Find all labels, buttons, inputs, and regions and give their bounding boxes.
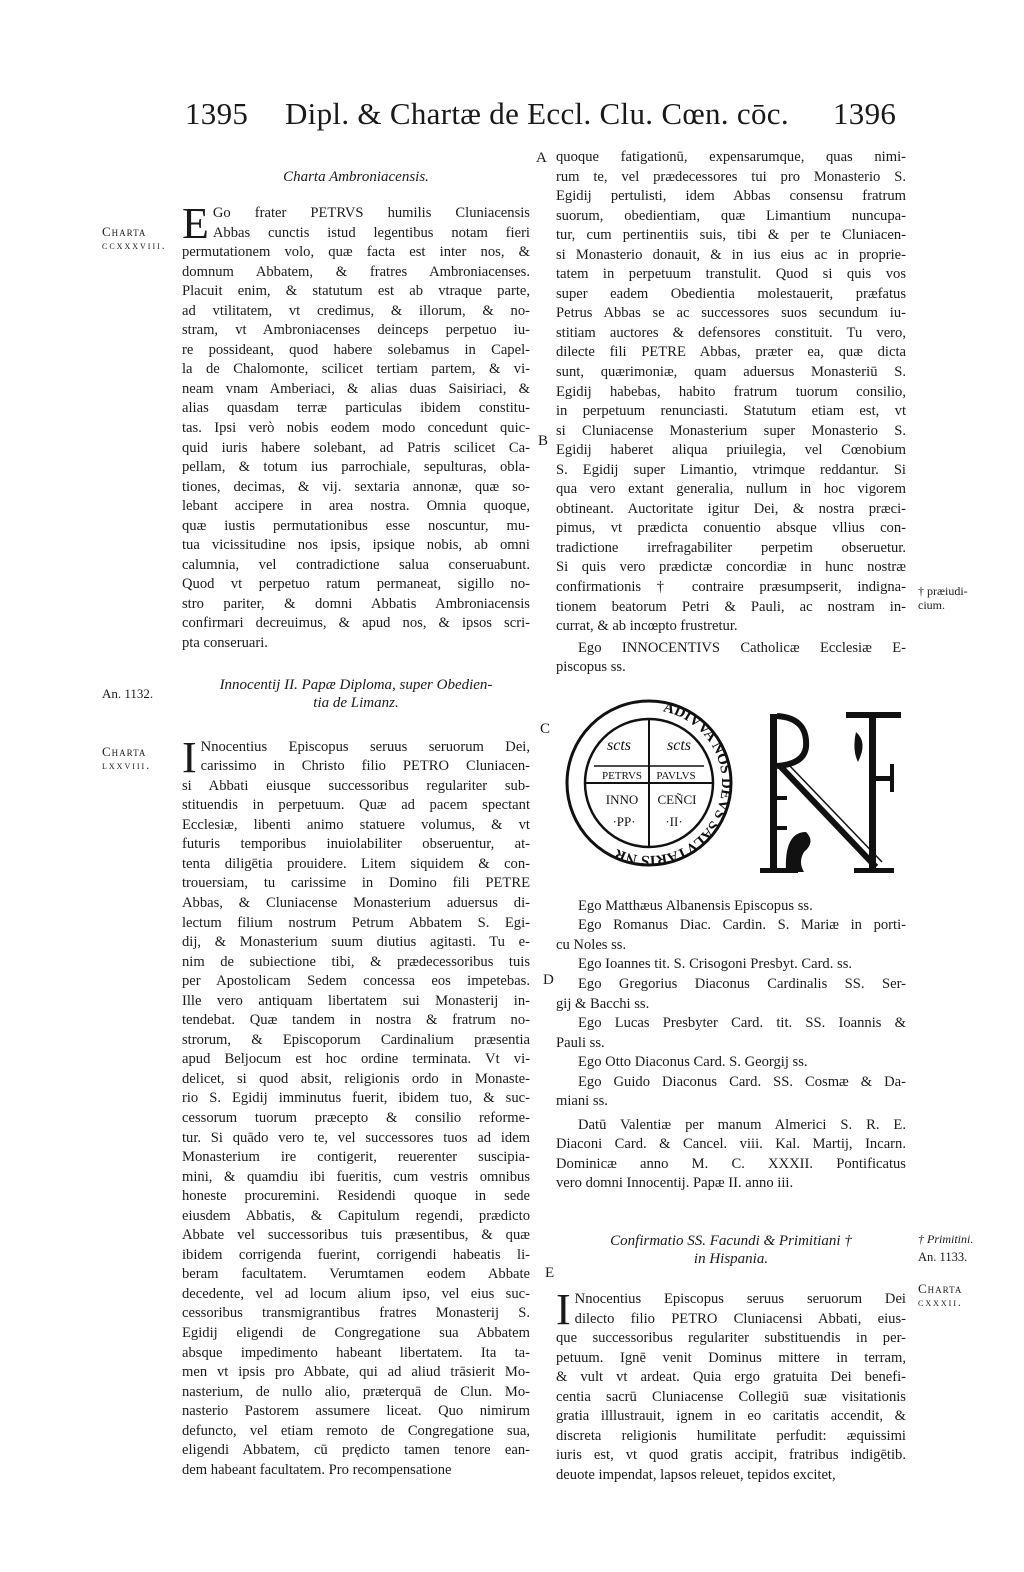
- text-line: in perpetuum renunciasti. Statutum etiam est, vt: [556, 403, 906, 420]
- text-line: beram facultatem. Verumtamen eodem Abbate: [182, 1266, 530, 1283]
- drop-cap: I: [182, 732, 197, 782]
- text-line: men vt ipsis pro Abbate, qui ad aliud trāsierit Mo-: [182, 1364, 530, 1381]
- charta-label: Charta: [918, 1281, 963, 1296]
- text-line: Monasterium ire contigerit, reuerenter suscipia-: [182, 1149, 530, 1166]
- text-line: Ego Ioannes tit. S. Crisogoni Presbyt. Card. ss.: [578, 956, 853, 973]
- text-line: eiusdem Abbatis, & Capitulum regendi, prædicto: [182, 1207, 530, 1224]
- text-line: suorum, obedientiam, quæ Limantium nuncupa-: [556, 207, 906, 224]
- seal-q6: CEÑCI: [657, 791, 697, 807]
- text-line: vero domni Innocentij. Papæ II. anno iii.: [556, 1175, 794, 1192]
- charter-title: Charta Ambroniacensis.: [283, 169, 429, 185]
- text-line: Ego Guido Diaconus Card. SS. Cosmæ & Da-: [578, 1073, 906, 1090]
- margin-year-1133: An. 1133.: [918, 1250, 968, 1264]
- title-line: in Hispania.: [693, 1250, 769, 1267]
- text-line: tas. Ipsi verò nobis eodem modo concedunt quic-: [182, 420, 530, 437]
- text-line: Ego Romanus Diac. Cardin. S. Mariæ in porti-: [578, 917, 906, 934]
- text-line: trouersiam, tu carissime in Domino fili PETRE: [182, 875, 530, 892]
- seal-q2: scts: [667, 736, 691, 754]
- text-line: tatem in perpetuum transtulit. Quod si quis vos: [556, 266, 906, 283]
- margin-charta-238: [102, 225, 167, 253]
- seal-q5: INNO: [605, 791, 639, 807]
- text-line: tionem beatorum Petri & Pauli, ac nostram in-: [556, 598, 906, 615]
- drop-cap: I: [556, 1284, 571, 1334]
- text-line: cessoribus transmigrantibus fratres Monasterij S.: [182, 1305, 530, 1322]
- text-line: dij, & Monasterium suum diutius agitasti. Tu e-: [182, 934, 530, 951]
- page-number-right: 1396: [833, 96, 897, 131]
- text-line: calumnia, vel contradictione salua conseruabunt.: [182, 556, 530, 573]
- text-line: decedente, vel ad locum alium ipso, vel eius suc-: [182, 1285, 530, 1302]
- text-line: tendebat. Quæ tandem in nostra & fratrum no-: [182, 1012, 530, 1029]
- text-line: Datū Valentiæ per manum Almerici S. R. E.: [578, 1116, 906, 1133]
- seal-q7: ·PP·: [612, 813, 636, 829]
- text-line: iuris est, vt quod gratis accipit, fratribus indigētib.: [556, 1447, 906, 1464]
- section-letter-c: C: [540, 721, 551, 737]
- title-line: Confirmatio SS. Facundi & Primitiani †: [610, 1232, 852, 1249]
- text-line: miani ss.: [556, 1093, 608, 1110]
- text-line: Ego Gregorius Diaconus Cardinalis SS. Ser-: [578, 975, 906, 992]
- text-line: per Apostolicam Sedem concessa eos impetebas.: [182, 973, 530, 990]
- charta-number: ccxxxviii.: [102, 240, 167, 252]
- text-line: strorum, & Episcoporum Cardinalium præsentia: [182, 1031, 530, 1048]
- charter-facundi-primitiani: [556, 1284, 906, 1485]
- charta-label: Charta: [102, 224, 147, 239]
- running-title: Dipl. & Chartæ de Eccl. Clu. Cœn. cōc.: [285, 96, 789, 131]
- section-letter-a: A: [536, 150, 547, 166]
- text-line: futuris temporibus inuiolabiliter obseruentur, at-: [182, 836, 530, 853]
- text-line: Ille vero antiquam libertatem sui Monasterij in-: [182, 992, 530, 1009]
- seal-q4: PAVLVS: [656, 769, 696, 782]
- text-line: lectum filium nostrum Petrum Abbatem S. Egi-: [182, 914, 530, 931]
- text-line: pellam, & totum ius parrochiale, sepulturas, obla-: [182, 459, 530, 476]
- text-line: petuum. Ignē venit Dominus mittere in terram,: [556, 1349, 906, 1366]
- charta-number: cxxxii.: [918, 1297, 963, 1309]
- text-line: stituendis in perpetuum. Quæ ad pacem spectant: [182, 797, 530, 814]
- text-line: si Monasterio donauit, & in ius eius ac in proprie-: [556, 246, 906, 263]
- charter-title: [182, 676, 530, 712]
- text-line: qua vero extant generalia, nullum in hoc vigorem: [556, 481, 906, 498]
- text-line: rio S. Egidij imminutus fuerit, ibidem tuo, & suc-: [182, 1090, 530, 1107]
- text-line: rum te, vel prædecessores tui pro Monasterio S.: [556, 168, 906, 185]
- text-line: Nnocentius Episcopus seruus seruorum Dei,: [200, 738, 530, 755]
- seal-q1: scts: [607, 736, 631, 754]
- text-line: Si quis vero prædictæ concordiæ in hunc nostræ: [556, 559, 906, 576]
- text-line: pimus, vt prædicta conuentio absque vllius con-: [556, 520, 906, 537]
- margin-primitiani: † Primitini.: [918, 1232, 974, 1246]
- text-line: cessorum tuorum præcepto & consilio reforme-: [182, 1109, 530, 1126]
- text-line: S. Egidij super Limantio, vtrimque reddantur. Si: [556, 461, 906, 478]
- text-line: tur, cum pertinentiis suis, tibi & per te Cluniacen-: [556, 227, 906, 244]
- text-line: honeste procuremini. Residendi quoque in sede: [182, 1188, 530, 1205]
- text-line: tua vicissitudine nos ipsis, ipsique nobis, ab omni: [182, 537, 530, 554]
- note-line: cium.: [918, 598, 945, 612]
- text-line: currat, & ab incœpto frustretur.: [556, 618, 738, 635]
- text-line: mini, & quamdiu ibi fueritis, cum vestris omnibus: [182, 1168, 530, 1185]
- text-line: neam vnam Amberiaci, & alias duas Saisiriaci, &: [182, 380, 530, 397]
- text-line: Petrus Abbas se ac successores suos secundum iu-: [556, 305, 906, 322]
- text-line: defuncto, vel etiam remoto de Congregatione sua,: [182, 1422, 530, 1439]
- text-line: que successoribus regulariter substituendis in per-: [556, 1330, 906, 1347]
- text-line: tradictione irrefragabiliter perpetim obseruetur.: [556, 539, 906, 556]
- left-column: [182, 168, 530, 1480]
- seal-q3: PETRVS: [601, 769, 643, 782]
- text-line: re possideant, quod habere solebamus in Capel-: [182, 341, 530, 358]
- section-letter-d: D: [543, 972, 554, 988]
- text-line: permutationem volo, quæ facta est inter nos, &: [182, 244, 530, 261]
- text-line: Ego Otto Diaconus Card. S. Georgij ss.: [578, 1054, 808, 1071]
- text-line: tenta diligētia prouidere. Litem siquidem & con-: [182, 855, 530, 872]
- right-column: [556, 148, 906, 1485]
- dating-clause: [556, 1116, 906, 1194]
- text-line: Egidij habebas, habito fratrum tuorum consilio,: [556, 383, 906, 400]
- text-line: quoque fatigationū, expensarumque, quas nimi-: [556, 149, 906, 165]
- text-line: si Abbati eiusque successoribus regulariter sub-: [182, 777, 530, 794]
- text-line: Dominicæ anno M. C. XXXII. Pontificatus: [556, 1155, 906, 1172]
- text-line: alias quasdam terræ particulas ibidem constitu-: [182, 400, 530, 417]
- text-line: pta conseruari.: [182, 635, 268, 652]
- text-line: eligendi Abbatem, cū prędicto tamen tenore ean-: [182, 1442, 530, 1459]
- title-line: tia de Limanz.: [313, 694, 399, 711]
- text-line: nasterium, de nullo alio, præterquā de Clun. Mo-: [182, 1383, 530, 1400]
- papal-rota-and-benevalete: [556, 692, 906, 897]
- text-line: stro pariter, & domni Abbatis Ambroniacensis: [182, 595, 530, 612]
- text-line: nasterio Pastorem assumere liceat. Quo nimirum: [182, 1403, 530, 1420]
- page-number-left: 1395: [185, 96, 249, 131]
- text-line: Quod vt perpetuo ratum permaneat, sigillo no-: [182, 576, 530, 593]
- papal-rota-seal: [564, 698, 734, 868]
- text-line: lebant accipere in area nostra. Omnia quoque,: [182, 498, 530, 515]
- text-line: domnum Abbatem, & fratres Ambroniacenses.: [182, 263, 530, 280]
- charter-title: [556, 1232, 906, 1268]
- drop-cap: E: [182, 199, 209, 248]
- text-line: dilecte fili PETRE Abbas, præter ea, quæ dicta: [556, 344, 906, 361]
- margin-praeiudicium: [918, 584, 968, 612]
- margin-year-1132: An. 1132.: [102, 686, 154, 701]
- seal-q8: ·II·: [665, 813, 683, 829]
- text-line: & vult vt ardeat. Quia ergo gratuita Dei benefi-: [556, 1369, 906, 1386]
- text-line: obtineant. Auctoritate igitur Dei, & nostra præci-: [556, 500, 906, 517]
- text-line: Egidij eligendi de Congregatione sua Abbatem: [182, 1324, 530, 1341]
- charter-body: [182, 732, 530, 1481]
- text-line: cu Noles ss.: [556, 936, 627, 953]
- text-line: delicet, si quod absit, religionis ordo in Monaste-: [182, 1070, 530, 1087]
- text-line: super eadem Obedientia molestauerit, præfatus: [556, 285, 906, 302]
- cardinal-signatures: [556, 897, 906, 1112]
- text-line: gratia illlustrauit, ignem in eo caritatis accendit, &: [556, 1408, 906, 1425]
- seal-outer-legend: ADIVVA NOS DEVS SALVTARIS NR: [612, 699, 734, 868]
- charter-continuation: [556, 148, 906, 637]
- text-line: confirmationis † contraire præsumpserit, indigna-: [556, 579, 906, 596]
- text-line: tiones, decimas, & vij. sextaria annonæ, quæ so-: [182, 478, 530, 495]
- text-line: Go frater PETRVS humilis Cluniacensis: [212, 205, 530, 221]
- charta-number: lxxviii.: [102, 760, 152, 772]
- pope-signature: [556, 639, 906, 659]
- signature-line-cont: piscopus ss.: [556, 659, 626, 676]
- text-line: Ego Lucas Presbyter Card. tit. SS. Ioannis &: [578, 1015, 906, 1032]
- benevalete-monogram: [756, 702, 906, 882]
- text-line: dem habeant facultatem. Pro recompensatione: [182, 1461, 452, 1478]
- text-line: Nnocentius Episcopus seruus seruorum Dei: [574, 1290, 906, 1307]
- text-line: Abbas cunctis istud legentibus notam fieri: [212, 224, 530, 241]
- text-line: quæ iustis permutationibus esse noscuntur, mu-: [182, 517, 530, 534]
- note-line: † præiudi-: [918, 584, 968, 598]
- margin-charta-132: [918, 1282, 963, 1310]
- text-line: carissimo in Christo filio PETRO Cluniacen-: [200, 758, 530, 775]
- charter-innocent-limanz: [182, 732, 530, 1481]
- margin-charta-78: [102, 745, 151, 773]
- text-line: Placuit enim, & statutum est ab vtraque parte,: [182, 283, 530, 300]
- text-line: nim de subiectione tibi, & prædecessoribus tuis: [182, 953, 530, 970]
- text-line: quid iuris habere solebant, ad Patris scilicet Ca-: [182, 439, 530, 456]
- charter-body: [182, 199, 530, 654]
- text-line: centia sacrū Cluniacense Collegiū suæ visitationis: [556, 1388, 906, 1405]
- title-line: Innocentij II. Papæ Diploma, super Obedien-: [219, 676, 493, 693]
- signature-line: Ego INNOCENTIVS Catholicæ Ecclesiæ E-: [578, 639, 906, 656]
- text-line: gij & Bacchi ss.: [556, 995, 650, 1012]
- text-line: sunt, quærimoniæ, quam aduersus Monasteriū S.: [556, 364, 906, 381]
- charta-label: Charta: [102, 744, 147, 759]
- text-line: discreta religionis humilitate perfudit: æquissimi: [556, 1427, 906, 1444]
- text-line: la de Chalomonte, scilicet tertiam partem, & vi-: [182, 361, 530, 378]
- charter-body: [556, 1284, 906, 1485]
- text-line: dilecto filio PETRO Cluniacensi Abbati, eius-: [574, 1310, 906, 1327]
- text-line: absque impedimento habeant libertatem. Ita ta-: [182, 1344, 530, 1361]
- text-line: Abbas, & Cluniacense Monasterium aduersus di-: [182, 894, 530, 911]
- text-line: tur. Si quādo vero te, vel successores tuos ad idem: [182, 1129, 530, 1146]
- text-line: Egidij haberet aliqua priuilegia, vel Cœnobium: [556, 442, 906, 459]
- text-line: Diaconi Card. & Cancel. viii. Kal. Martij, Incarn.: [556, 1136, 906, 1153]
- text-line: Ecclesiæ, libenti animo statuere volumus, & vt: [182, 816, 530, 833]
- text-line: Pauli ss.: [556, 1034, 605, 1051]
- text-line: si Cluniacense Monasterium super Monasterio S.: [556, 422, 906, 439]
- section-letter-b: B: [538, 433, 549, 449]
- text-line: ibidem corrigenda fuerint, corrigendi habeatis li-: [182, 1246, 530, 1263]
- text-line: apud Beljocum est hoc ordine terminata. Vt vi-: [182, 1051, 530, 1068]
- text-line: Abbate vel successoribus tuis præsentibus, & quæ: [182, 1227, 530, 1244]
- charter-ambroniacensis: [182, 199, 530, 654]
- text-line: stitiam auctores & defensores constituit. Tu vero,: [556, 324, 906, 341]
- text-line: confirmari decreuimus, & apud nos, & ipsos scri-: [182, 615, 530, 632]
- text-line: deuote impendat, lapsos releuet, tepidos excitet,: [556, 1466, 836, 1483]
- section-letter-e: E: [545, 1265, 555, 1281]
- text-line: ad vtilitatem, vt credimus, & illorum, & no-: [182, 302, 530, 319]
- text-line: stram, vt Ambroniacenses deinceps perpetuo iu-: [182, 322, 530, 339]
- text-line: Egidij pertulisti, idem Abbas consensu fratrum: [556, 188, 906, 205]
- text-line: Ego Matthæus Albanensis Episcopus ss.: [578, 897, 813, 914]
